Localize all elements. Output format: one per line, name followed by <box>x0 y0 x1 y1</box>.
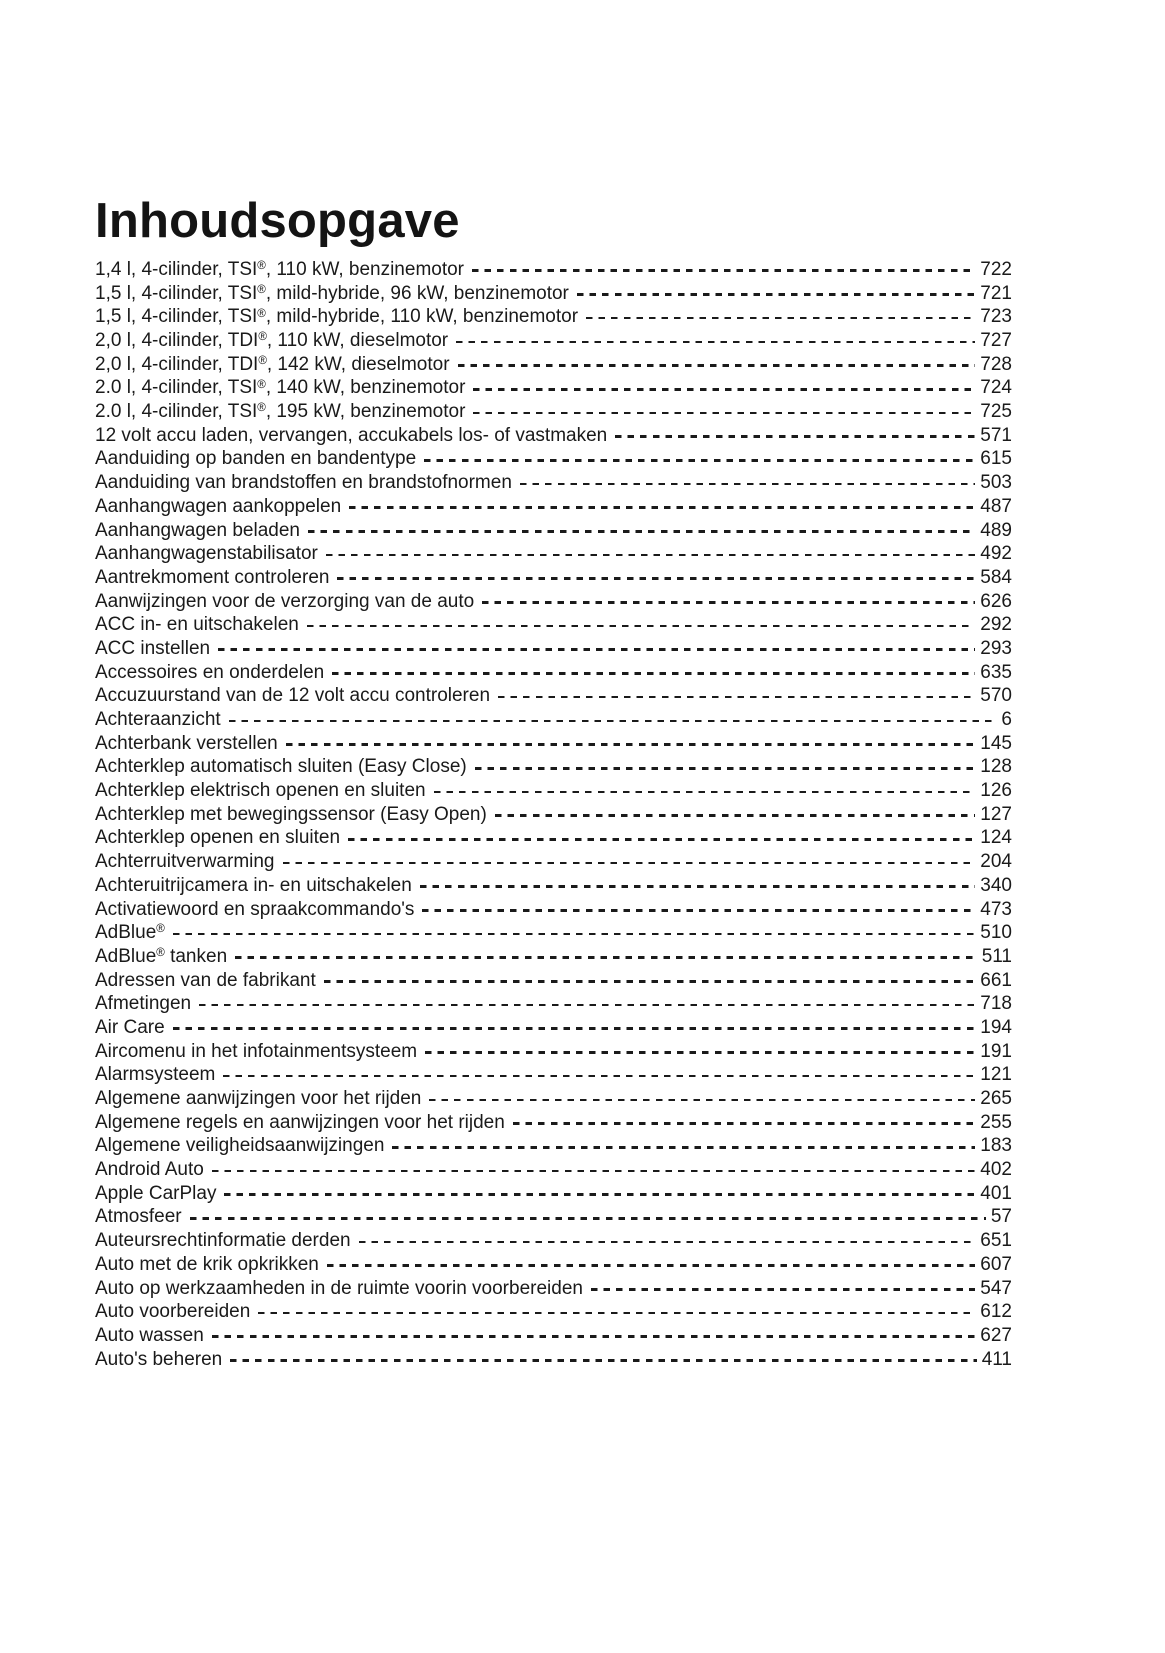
toc-leader-dashes <box>586 317 975 320</box>
toc-leader-dashes <box>337 577 975 580</box>
toc-entry <box>95 1040 1012 1064</box>
toc-entry <box>95 305 1012 329</box>
toc-entry <box>95 1253 1012 1277</box>
toc-entry-page-number: 571 <box>980 424 1012 446</box>
toc-entry-label: 2,0 l, 4-cilinder, TDI®, 142 kW, dieselmotor <box>95 353 450 375</box>
toc-entry-page-number: 723 <box>980 306 1012 328</box>
toc-entry <box>95 519 1012 543</box>
toc-entry-page-number: 728 <box>980 353 1012 375</box>
toc-entry-label: Auto's beheren <box>95 1348 223 1370</box>
toc-entry-page-number: 547 <box>980 1277 1012 1299</box>
toc-entry-page-number: 411 <box>981 1348 1012 1370</box>
toc-entry-page-number: 402 <box>980 1159 1012 1181</box>
toc-entry-label: Auto op werkzaamheden in de ruimte voorin voorbereiden <box>95 1277 583 1299</box>
toc-entry-label: Auteursrechtinformatie derden <box>95 1230 351 1252</box>
toc-leader-dashes <box>424 459 975 462</box>
toc-entry-page-number: 255 <box>980 1111 1012 1133</box>
toc-entry-label: Algemene aanwijzingen voor het rijden <box>95 1088 422 1109</box>
toc-entry-page-number: 340 <box>980 874 1012 896</box>
toc-leader-dashes <box>498 696 975 699</box>
toc-entry-page-number: 627 <box>980 1324 1012 1346</box>
toc-entry <box>95 661 1012 685</box>
toc-entry-page-number: 127 <box>980 803 1012 825</box>
toc-leader-dashes <box>577 293 975 296</box>
toc-leader-dashes <box>348 838 975 841</box>
toc-entry-label: Auto met de krik opkrikken <box>95 1253 319 1275</box>
toc-leader-dashes <box>307 625 975 628</box>
toc-entry <box>95 447 1012 471</box>
toc-entry-page-number: 6 <box>1001 709 1012 730</box>
toc-entry <box>95 992 1012 1016</box>
toc-entry-label: Aantrekmoment controleren <box>95 566 330 588</box>
toc-entry <box>95 755 1012 779</box>
toc-leader-dashes <box>473 388 975 391</box>
toc-entry <box>95 424 1012 448</box>
toc-entry-page-number: 194 <box>980 1016 1012 1038</box>
toc-leader-dashes <box>429 1099 975 1102</box>
toc-entry-label: Accuzuurstand van de 12 volt accu controleren <box>95 685 491 707</box>
toc-entry-page-number: 204 <box>980 851 1012 873</box>
toc-entry <box>95 945 1012 969</box>
toc-entry-label: Alarmsysteem <box>95 1064 216 1086</box>
toc-entry-label: Auto voorbereiden <box>95 1301 251 1323</box>
toc-entry-page-number: 612 <box>980 1301 1012 1323</box>
toc-entry <box>95 1158 1012 1182</box>
toc-entry <box>95 1111 1012 1135</box>
toc-entry-page-number: 401 <box>980 1182 1012 1204</box>
page-title: Inhoudsopgave <box>95 194 460 248</box>
toc-leader-dashes <box>327 1264 975 1267</box>
toc-leader-dashes <box>190 1217 986 1220</box>
toc-entry-page-number: 510 <box>980 922 1012 944</box>
toc-entry <box>95 874 1012 898</box>
toc-leader-dashes <box>283 862 976 865</box>
toc-entry <box>95 282 1012 306</box>
toc-leader-dashes <box>230 1359 976 1362</box>
toc-entry <box>95 779 1012 803</box>
toc-leader-dashes <box>223 1075 975 1078</box>
toc-entry-page-number: 492 <box>980 543 1012 565</box>
toc-entry <box>95 732 1012 756</box>
toc-leader-dashes <box>420 885 975 888</box>
toc-leader-dashes <box>513 1122 975 1125</box>
toc-leader-dashes <box>229 720 997 723</box>
toc-entry-label: Aanhangwagen aankoppelen <box>95 495 342 517</box>
toc-entry-page-number: 607 <box>980 1253 1012 1275</box>
toc-entry <box>95 1087 1012 1111</box>
toc-entry-page-number: 145 <box>980 732 1012 754</box>
toc-entry <box>95 684 1012 708</box>
toc-leader-dashes <box>392 1146 975 1149</box>
toc-entry-page-number: 615 <box>980 448 1012 470</box>
toc-entry-page-number: 191 <box>980 1040 1012 1062</box>
toc-entry-label: Achterklep met bewegingssensor (Easy Open) <box>95 803 487 825</box>
toc-leader-dashes <box>199 1004 975 1007</box>
toc-leader-dashes <box>482 601 975 604</box>
toc-entry-label: Accessoires en onderdelen <box>95 661 325 683</box>
toc-entry-label: Achterklep openen en sluiten <box>95 827 341 849</box>
toc-leader-dashes <box>173 1027 976 1030</box>
toc-entry-label: 12 volt accu laden, vervangen, accukabels los- of vastmaken <box>95 424 608 446</box>
toc-entry-label: Aanhangwagenstabilisator <box>95 543 318 565</box>
toc-entry <box>95 353 1012 377</box>
toc-entry-page-number: 661 <box>980 969 1012 991</box>
toc-leader-dashes <box>495 814 975 817</box>
toc-entry-label: 2.0 l, 4-cilinder, TSI®, 195 kW, benzinemotor <box>95 401 466 423</box>
toc-entry <box>95 613 1012 637</box>
toc-entry-page-number: 487 <box>980 495 1012 517</box>
toc-entry-page-number: 721 <box>980 282 1012 304</box>
toc-leader-dashes <box>332 672 975 675</box>
toc-entry-page-number: 626 <box>980 590 1012 612</box>
toc-entry-label: 1,5 l, 4-cilinder, TSI®, mild-hybride, 110 kW, benzinemotor <box>95 306 579 328</box>
toc-leader-dashes <box>520 483 975 486</box>
toc-entry-label: Activatiewoord en spraakcommando's <box>95 898 415 920</box>
toc-entry-page-number: 126 <box>980 780 1012 802</box>
toc-list <box>95 258 1012 1371</box>
toc-entry <box>95 329 1012 353</box>
toc-leader-dashes <box>349 506 975 509</box>
toc-entry-page-number: 570 <box>980 685 1012 707</box>
toc-leader-dashes <box>326 554 975 557</box>
toc-entry-label: Achteraanzicht <box>95 709 221 730</box>
toc-entry <box>95 471 1012 495</box>
toc-entry <box>95 803 1012 827</box>
toc-entry-label: Algemene veiligheidsaanwijzingen <box>95 1135 385 1157</box>
toc-entry-page-number: 292 <box>980 614 1012 636</box>
toc-entry <box>95 1229 1012 1253</box>
toc-entry <box>95 1277 1012 1301</box>
toc-entry-label: Afmetingen <box>95 993 192 1015</box>
toc-entry-page-number: 57 <box>990 1206 1012 1228</box>
toc-entry-page-number: 635 <box>980 661 1012 683</box>
toc-entry <box>95 1348 1012 1372</box>
toc-entry <box>95 1324 1012 1348</box>
toc-entry-label: Achterklep automatisch sluiten (Easy Close) <box>95 756 467 778</box>
toc-entry-label: Auto wassen <box>95 1324 204 1346</box>
toc-leader-dashes <box>473 412 975 415</box>
toc-entry-page-number: 722 <box>980 258 1012 280</box>
toc-leader-dashes <box>224 1193 975 1196</box>
toc-entry <box>95 1182 1012 1206</box>
toc-leader-dashes <box>475 767 976 770</box>
toc-leader-dashes <box>359 1241 976 1244</box>
toc-entry <box>95 637 1012 661</box>
toc-entry-page-number: 503 <box>980 472 1012 494</box>
toc-entry-label: Achterklep elektrisch openen en sluiten <box>95 780 426 802</box>
toc-entry-label: 2.0 l, 4-cilinder, TSI®, 140 kW, benzinemotor <box>95 377 466 399</box>
toc-entry <box>95 376 1012 400</box>
toc-entry-label: ACC instellen <box>95 637 211 659</box>
toc-entry-label: Aanwijzingen voor de verzorging van de auto <box>95 590 475 612</box>
toc-leader-dashes <box>235 956 977 959</box>
toc-entry <box>95 566 1012 590</box>
toc-leader-dashes <box>615 435 975 438</box>
toc-leader-dashes <box>324 980 976 983</box>
toc-entry-page-number: 121 <box>980 1064 1012 1086</box>
toc-entry <box>95 969 1012 993</box>
toc-entry <box>95 1134 1012 1158</box>
toc-entry-page-number: 724 <box>980 377 1012 399</box>
toc-entry-page-number: 183 <box>980 1135 1012 1157</box>
toc-leader-dashes <box>258 1312 975 1315</box>
toc-leader-dashes <box>218 648 975 651</box>
toc-entry <box>95 850 1012 874</box>
toc-entry-label: Achteruitrijcamera in- en uitschakelen <box>95 874 412 896</box>
toc-leader-dashes <box>456 341 975 344</box>
toc-leader-dashes <box>308 530 975 533</box>
toc-entry-page-number: 725 <box>980 401 1012 423</box>
toc-leader-dashes <box>434 791 976 794</box>
toc-entry-page-number: 511 <box>981 945 1012 967</box>
toc-entry-page-number: 293 <box>980 637 1012 659</box>
toc-leader-dashes <box>286 743 976 746</box>
toc-leader-dashes <box>173 933 975 936</box>
toc-entry <box>95 1016 1012 1040</box>
toc-entry-label: 2,0 l, 4-cilinder, TDI®, 110 kW, dieselmotor <box>95 330 449 351</box>
toc-entry <box>95 826 1012 850</box>
toc-entry-label: Android Auto <box>95 1159 204 1181</box>
toc-entry <box>95 1300 1012 1324</box>
toc-entry-page-number: 473 <box>980 898 1012 920</box>
toc-entry-page-number: 584 <box>980 566 1012 588</box>
toc-leader-dashes <box>472 269 975 272</box>
toc-entry-page-number: 265 <box>980 1088 1012 1109</box>
toc-entry-page-number: 727 <box>980 330 1012 351</box>
toc-leader-dashes <box>425 1051 975 1054</box>
toc-entry-page-number: 651 <box>980 1230 1012 1252</box>
toc-entry-label: Achterbank verstellen <box>95 732 278 754</box>
toc-leader-dashes <box>422 909 975 912</box>
toc-page <box>95 196 1012 1371</box>
toc-entry <box>95 1063 1012 1087</box>
toc-entry-label: Aircomenu in het infotainmentsysteem <box>95 1040 418 1062</box>
toc-entry-label: Adressen van de fabrikant <box>95 969 316 991</box>
toc-entry-page-number: 124 <box>980 827 1012 849</box>
toc-entry-label: ACC in- en uitschakelen <box>95 614 299 636</box>
toc-entry-page-number: 489 <box>980 519 1012 541</box>
toc-entry <box>95 921 1012 945</box>
toc-entry <box>95 898 1012 922</box>
toc-leader-dashes <box>591 1288 975 1291</box>
toc-entry <box>95 590 1012 614</box>
toc-entry-label: Aanduiding van brandstoffen en brandstofnormen <box>95 472 512 494</box>
toc-entry-page-number: 128 <box>980 756 1012 778</box>
toc-entry-page-number: 718 <box>980 993 1012 1015</box>
toc-entry <box>95 542 1012 566</box>
toc-leader-dashes <box>212 1170 975 1173</box>
toc-leader-dashes <box>458 364 976 367</box>
toc-entry-label: Air Care <box>95 1016 165 1038</box>
toc-entry-label: Atmosfeer <box>95 1206 182 1228</box>
toc-leader-dashes <box>212 1335 976 1338</box>
toc-entry-label: 1,5 l, 4-cilinder, TSI®, mild-hybride, 96 kW, benzinemotor <box>95 282 569 304</box>
toc-entry-label: Achterruitverwarming <box>95 851 275 873</box>
toc-entry-label: AdBlue® <box>95 922 165 944</box>
toc-entry <box>95 1205 1012 1229</box>
toc-entry-label: Algemene regels en aanwijzingen voor het rijden <box>95 1111 505 1133</box>
toc-entry <box>95 400 1012 424</box>
toc-entry <box>95 495 1012 519</box>
toc-entry-label: Aanhangwagen beladen <box>95 519 300 541</box>
toc-entry-label: Aanduiding op banden en bandentype <box>95 448 417 470</box>
toc-entry <box>95 708 1012 732</box>
toc-entry-label: Apple CarPlay <box>95 1182 217 1204</box>
toc-entry-label: AdBlue® tanken <box>95 945 228 967</box>
toc-entry <box>95 258 1012 282</box>
toc-entry-label: 1,4 l, 4-cilinder, TSI®, 110 kW, benzinemotor <box>95 258 465 280</box>
